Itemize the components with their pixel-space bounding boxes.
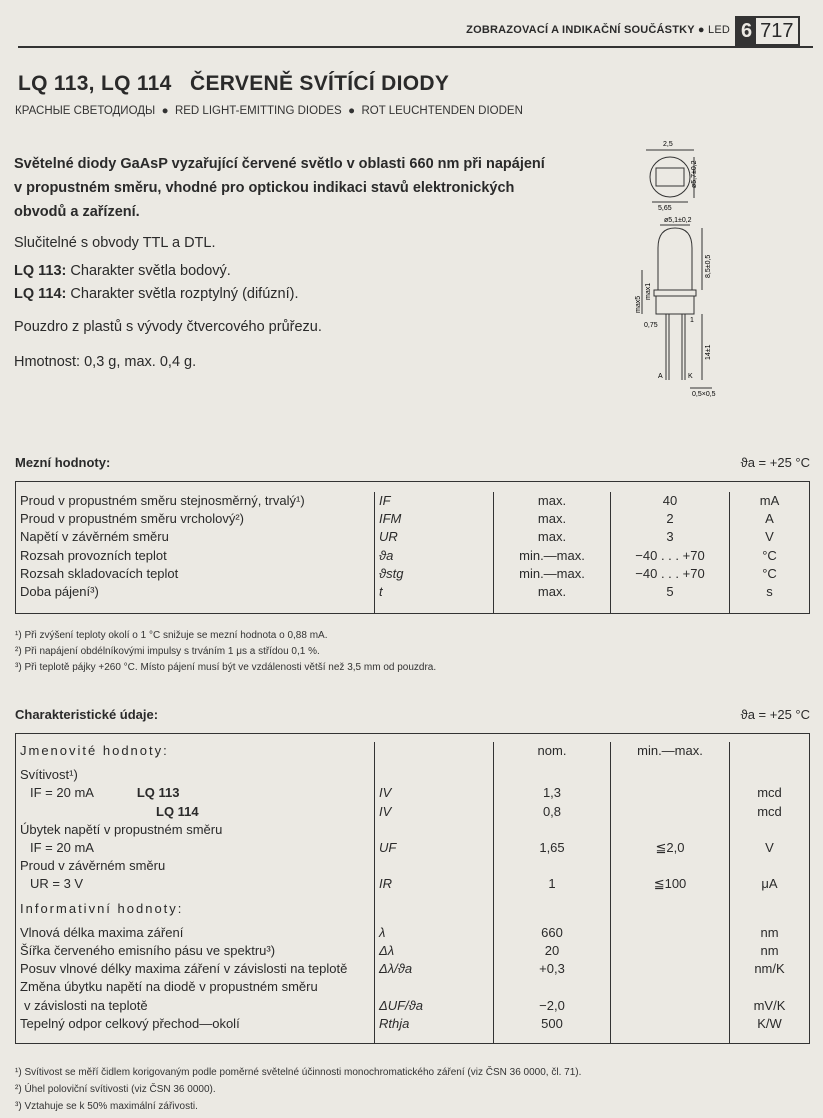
unit-cell: nm/K: [730, 960, 810, 978]
dim-14: 14±1: [705, 344, 712, 360]
dim-85: 8,5±0,5: [705, 254, 712, 278]
unit-cell: °C: [730, 565, 810, 583]
lq114-line: [14, 284, 298, 304]
nom-cell: 0,8: [494, 803, 611, 821]
chars-title: Charakteristické údaje:: [15, 707, 159, 722]
nom-cell: 660: [494, 924, 611, 942]
symbol-cell: Rthja: [375, 1015, 494, 1033]
unit-cell: mA: [730, 492, 810, 510]
page-number: 717: [760, 20, 794, 42]
table-row: [16, 583, 810, 601]
limits-table: [15, 481, 810, 614]
type-label: LQ 113: [136, 785, 180, 801]
table-row: [16, 900, 810, 918]
qualifier-cell: min.—max.: [494, 565, 611, 583]
table-row: [16, 839, 810, 857]
symbol-cell: ϑstg: [375, 565, 494, 583]
limits-note-3: ³) Při teplotě pájky +260 °C. Místo pájení musí být ve vzdálenosti větší než 3,5 mm od pouzdra.: [15, 662, 437, 673]
param-cell: Šířka červeného emisního pásu ve spektru³): [20, 943, 276, 959]
header-rule: [18, 46, 813, 48]
chars-note-1: ¹) Svítivost se měří čidlem korigovaným podle poměrné světelné účinnosti monochromatického záření (viz ČSN 36 0000, čl. 71).: [15, 1067, 582, 1078]
symbol-cell: ϑa: [375, 547, 494, 565]
param-cell: Proud v propustném směru vrcholový²): [20, 511, 244, 527]
nom-cell: 1: [494, 875, 611, 893]
qualifier-cell: max.: [494, 510, 611, 528]
minmax-cell: ≦100: [611, 875, 730, 893]
dim-diam1: ø5,7±0,2: [691, 160, 698, 188]
value-cell: −40 . . . +70: [611, 547, 730, 565]
limits-note-1: ¹) Při zvýšení teploty okolí o 1 °C snižuje se mezní hodnota o 0,88 mA.: [15, 630, 328, 641]
unit-cell: mcd: [730, 803, 810, 821]
symbol-cell: Δλ: [375, 942, 494, 960]
chars-note-2: ²) Úhel poloviční svítivosti (viz ČSN 36 0000).: [15, 1084, 216, 1095]
nom-cell: 1,65: [494, 839, 611, 857]
col-minmax-header: min.—max.: [611, 742, 730, 760]
unit-cell: s: [730, 583, 810, 601]
nom-cell: +0,3: [494, 960, 611, 978]
param-cell: Proud v závěrném směru: [20, 858, 166, 874]
section-number: 6: [737, 18, 756, 44]
nominal-heading: Jmenovité hodnoty:: [20, 743, 169, 758]
header-category: [360, 24, 730, 36]
table-row: [16, 565, 810, 583]
param-cell: Úbytek napětí v propustném směru: [20, 821, 223, 837]
table-row: [16, 997, 810, 1015]
nom-cell: 500: [494, 1015, 611, 1033]
table-row: [16, 960, 810, 978]
dim-05: 0,5×0,5: [692, 391, 716, 398]
table-row: [16, 742, 810, 760]
unit-cell: V: [730, 528, 810, 546]
unit-cell: mcd: [730, 784, 810, 802]
symbol-cell: t: [375, 583, 494, 601]
symbol-cell: λ: [375, 924, 494, 942]
param-cell: [16, 803, 375, 821]
table-row: [16, 924, 810, 942]
symbol-cell: Δλ/ϑa: [375, 960, 494, 978]
unit-cell: mV/K: [730, 997, 810, 1015]
symbol-cell: IR: [375, 875, 494, 893]
limits-title: Mezní hodnoty:: [15, 455, 111, 470]
condition-text: IF = 20 mA: [30, 785, 94, 801]
lq113-text: Charakter světla bodový.: [70, 263, 231, 279]
param-cell: UR = 3 V: [30, 876, 84, 892]
lq114-text: Charakter světla rozptylný (difúzní).: [70, 286, 299, 302]
dim-1: 1: [690, 317, 694, 324]
value-cell: 5: [611, 583, 730, 601]
unit-cell: nm: [730, 924, 810, 942]
symbol-cell: IFM: [375, 510, 494, 528]
category-label: ZOBRAZOVACÍ A INDIKAČNÍ SOUČÁSTKY: [466, 24, 695, 36]
param-cell: Svítivost¹): [20, 767, 78, 783]
chars-condition: ϑa = +25 °C: [740, 707, 810, 722]
nom-cell: 1,3: [494, 784, 611, 802]
table-row: [16, 942, 810, 960]
param-cell: IF = 20 mA: [30, 840, 94, 856]
table-row: [16, 492, 810, 510]
info-heading: Informativní hodnoty:: [20, 900, 184, 916]
unit-cell: nm: [730, 942, 810, 960]
lq113-label: LQ 113:: [14, 263, 67, 279]
dim-565: 5,65: [658, 205, 672, 212]
table-row: [16, 978, 810, 996]
param-cell: Vlnová délka maxima záření: [20, 924, 184, 940]
flange: [654, 290, 696, 296]
value-cell: −40 . . . +70: [611, 565, 730, 583]
unit-cell: A: [730, 510, 810, 528]
symbol-cell: UR: [375, 528, 494, 546]
weight-text: Hmotnost: 0,3 g, max. 0,4 g.: [14, 354, 197, 370]
nom-cell: −2,0: [494, 997, 611, 1015]
dim-top: 2,5: [663, 141, 673, 148]
value-cell: 2: [611, 510, 730, 528]
symbol-cell: IV: [375, 784, 494, 802]
nom-cell: 20: [494, 942, 611, 960]
table-row: [16, 784, 810, 802]
table-row: [16, 510, 810, 528]
table-row: [16, 803, 810, 821]
pin-k-label: K: [688, 373, 693, 380]
param-cell: Změna úbytku napětí na diodě v propustném směru: [20, 979, 318, 995]
col-nom-header: nom.: [494, 742, 611, 760]
characteristics-table: [15, 733, 810, 1044]
table-row: [16, 875, 810, 893]
type-label: LQ 114: [156, 803, 199, 819]
limits-note-2: ²) Při napájení obdélníkovými impulsy s trváním 1 μs a střídou 0,1 %.: [15, 646, 320, 657]
minmax-cell: ≦2,0: [611, 839, 730, 857]
compat-text: Slučitelné s obvody TTL a DTL.: [14, 235, 216, 251]
value-cell: 40: [611, 492, 730, 510]
table-row: [16, 1015, 810, 1033]
param-cell: Napětí v závěrném směru: [20, 529, 169, 545]
qualifier-cell: max.: [494, 583, 611, 601]
limits-condition: ϑa = +25 °C: [740, 455, 810, 470]
unit-cell: V: [730, 839, 810, 857]
value-cell: 3: [611, 528, 730, 546]
table-row: [16, 528, 810, 546]
param-cell: Doba pájení³): [20, 584, 99, 600]
package-drawing: [630, 130, 740, 400]
table-row: [16, 547, 810, 565]
qualifier-cell: max.: [494, 492, 611, 510]
unit-cell: μA: [730, 875, 810, 893]
symbol-cell: ΔUF/ϑa: [375, 997, 494, 1015]
param-cell: Rozsah provozních teplot: [20, 547, 167, 563]
page-number-box: [735, 16, 800, 46]
chars-note-3: ³) Vztahuje se k 50% maximální zářivosti.: [15, 1101, 198, 1112]
param-cell: Tepelný odpor celkový přechod—okolí: [20, 1015, 240, 1031]
lq114-label: LQ 114:: [14, 286, 67, 302]
page-title: LQ 113, LQ 114 ČERVENĚ SVÍTÍCÍ DIODY: [18, 72, 450, 95]
dim-max5: max5: [635, 295, 642, 313]
param-cell: [16, 784, 375, 802]
param-cell: Proud v propustném směru stejnosměrný, trvalý¹): [20, 493, 305, 508]
intro-paragraph: Světelné diody GaAsP vyzařující červené světlo v oblasti 660 nm při napájení v propustném směru, vhodné pro optickou indikaci stavů elektronických obvodů a zařízení.: [14, 156, 545, 220]
lq113-line: [14, 261, 231, 281]
top-view-inner: [656, 168, 684, 186]
dim-075: 0,75: [644, 322, 658, 329]
lens-body: [658, 228, 692, 290]
qualifier-cell: max.: [494, 528, 611, 546]
table-row: [16, 766, 810, 784]
bullet-icon: ●: [697, 24, 705, 36]
symbol-cell: UF: [375, 839, 494, 857]
unit-cell: °C: [730, 547, 810, 565]
subcategory-label: LED: [708, 24, 730, 36]
unit-cell: K/W: [730, 1015, 810, 1033]
param-cell: Posuv vlnové délky maxima záření v závislosti na teplotě: [20, 961, 348, 977]
page-subtitle: КРАСНЫЕ СВЕТОДИОДЫ ● RED LIGHT-EMITTING DIODES ● ROT LEUCHTENDEN DIODEN: [15, 105, 523, 117]
symbol-cell: IF: [375, 492, 494, 510]
dim-diam2: ø5,1±0,2: [664, 217, 692, 224]
table-row: [16, 821, 810, 839]
pin-a-label: A: [658, 373, 663, 380]
param-cell: Rozsah skladovacích teplot: [20, 565, 179, 581]
table-row: [16, 857, 810, 875]
dim-max1: max1: [645, 282, 652, 300]
package-text: Pouzdro z plastů s vývody čtvercového průřezu.: [14, 319, 322, 335]
qualifier-cell: min.—max.: [494, 547, 611, 565]
param-cell: v závislosti na teplotě: [24, 997, 148, 1013]
symbol-cell: IV: [375, 803, 494, 821]
